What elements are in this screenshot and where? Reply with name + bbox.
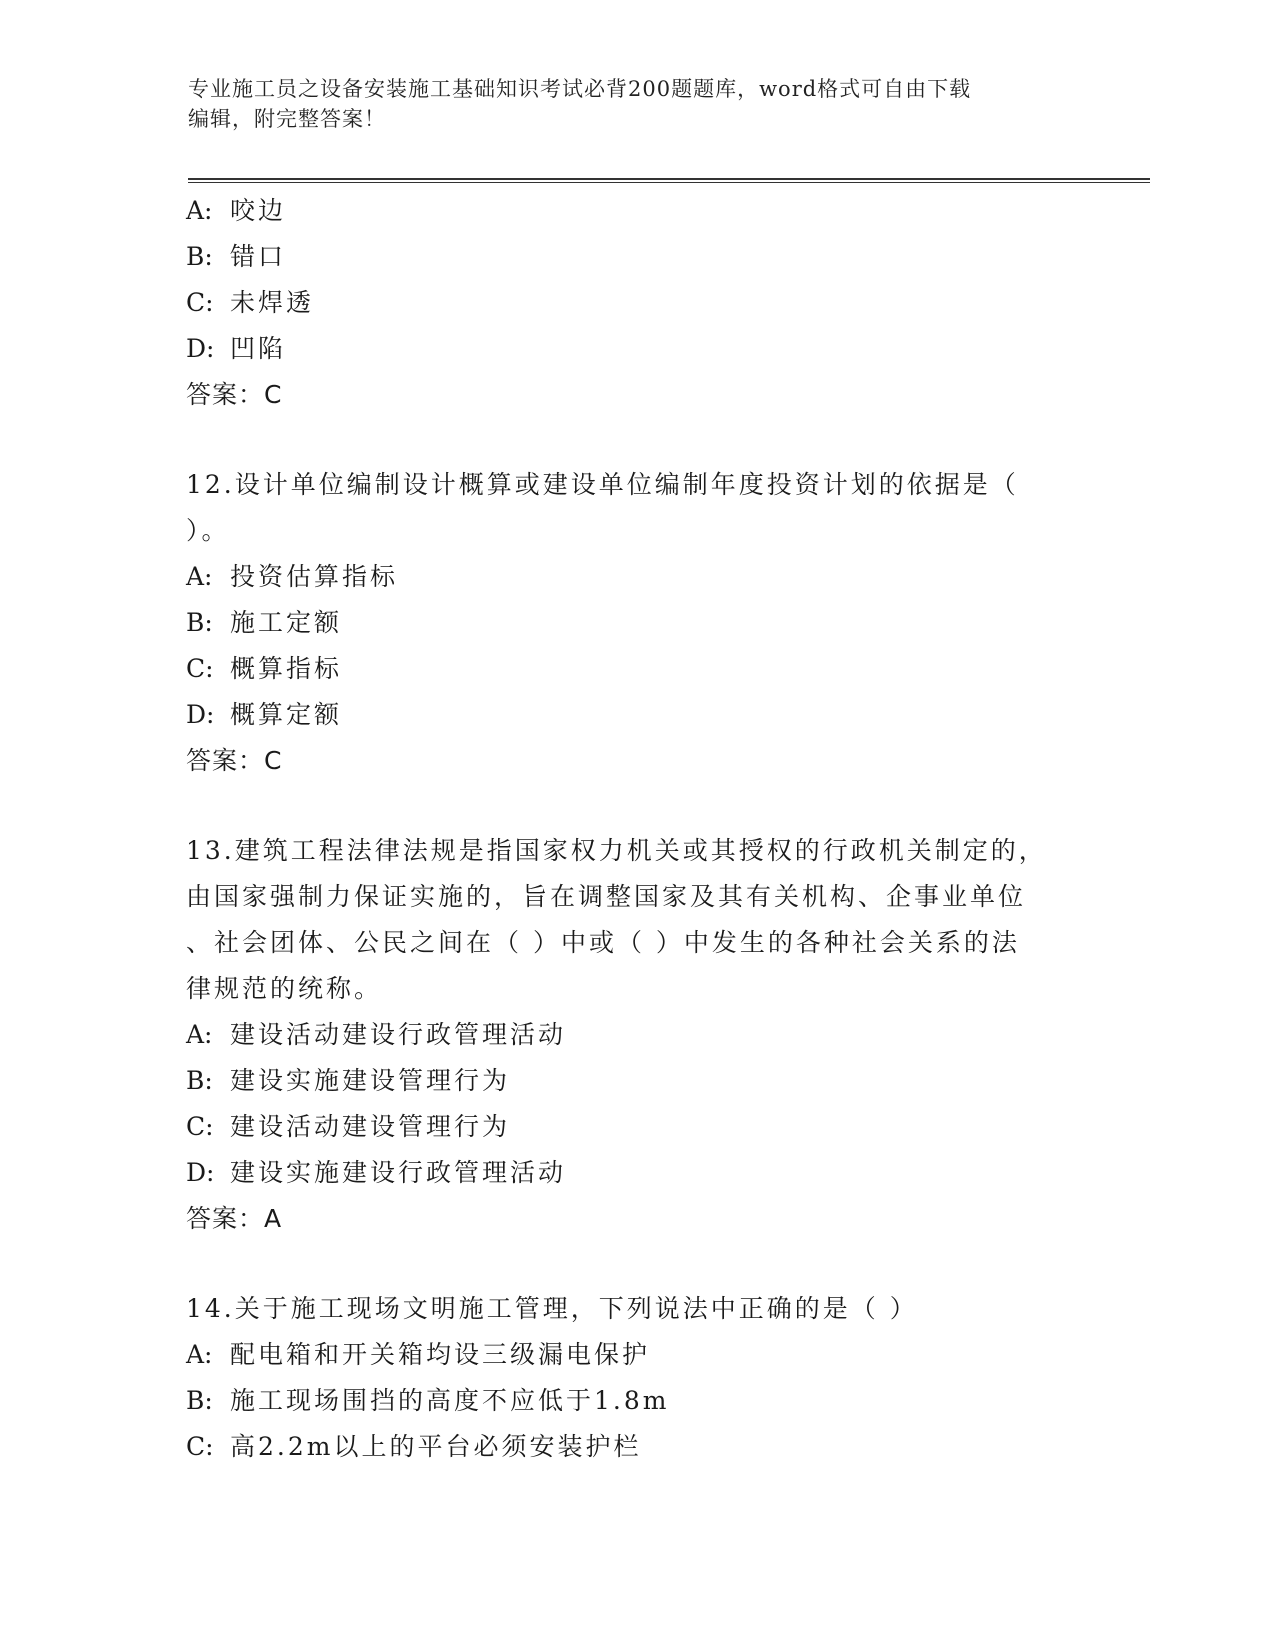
spacer (186, 784, 1066, 828)
question-content (186, 188, 1066, 1470)
option-text: 施工现场围挡的高度不应低于1.8m (230, 1386, 670, 1415)
question-13-block (186, 828, 1066, 1242)
option-text: 咬边 (230, 196, 287, 225)
question-stem-line: 13.建筑工程法律法规是指国家权力机关或其授权的行政机关制定的， (186, 836, 1047, 865)
header-line-1: 专业施工员之设备安装施工基础知识考试必背200题题库，word格式可自由下载 (188, 77, 972, 101)
option-b (186, 600, 1066, 646)
option-text: 投资估算指标 (230, 562, 399, 591)
option-b (186, 1378, 1066, 1424)
option-letter: A: (186, 562, 213, 591)
option-letter: D: (186, 334, 215, 363)
option-d (186, 326, 1066, 372)
option-letter: C: (186, 654, 214, 683)
option-letter: C: (186, 1112, 214, 1141)
option-letter: B: (186, 608, 213, 637)
option-text: 凹陷 (230, 334, 287, 363)
question-stem-line: 律规范的统称。 (186, 974, 383, 1003)
option-text: 高2.2m以上的平台必须安装护栏 (230, 1432, 642, 1461)
option-a (186, 554, 1066, 600)
header-line-2: 编辑，附完整答案！ (188, 107, 386, 131)
option-b (186, 1058, 1066, 1104)
question-12-block (186, 462, 1066, 784)
question-14-block (186, 1286, 1066, 1470)
option-letter: D: (186, 700, 215, 729)
question-stem-line: 由国家强制力保证实施的，旨在调整国家及其有关机构、企事业单位 (186, 882, 1027, 911)
option-text: 配电箱和开关箱均设三级漏电保护 (230, 1340, 651, 1369)
option-letter: A: (186, 1340, 213, 1369)
option-text: 施工定额 (230, 608, 343, 637)
document-header (188, 74, 1068, 134)
option-b (186, 234, 1066, 280)
option-c (186, 646, 1066, 692)
option-a (186, 1012, 1066, 1058)
option-letter: A: (186, 1020, 213, 1049)
answer-line: 答案：C (186, 746, 283, 775)
option-text: 未焊透 (230, 288, 315, 317)
option-letter: B: (186, 1066, 213, 1095)
spacer (186, 418, 1066, 462)
option-text: 建设活动建设行政管理活动 (230, 1020, 567, 1049)
option-text: 概算指标 (230, 654, 343, 683)
option-text: 建设活动建设管理行为 (230, 1112, 511, 1141)
option-c (186, 280, 1066, 326)
option-letter: A: (186, 196, 213, 225)
option-d (186, 1150, 1066, 1196)
option-d (186, 692, 1066, 738)
answer-line: 答案：A (186, 1204, 283, 1233)
option-c (186, 1424, 1066, 1470)
option-text: 建设实施建设行政管理活动 (230, 1158, 567, 1187)
question-stem-line: ）。 (186, 516, 230, 545)
option-text: 建设实施建设管理行为 (230, 1066, 511, 1095)
header-rule-thick (188, 178, 1150, 180)
question-stem-line: 12.设计单位编制设计概算或建设单位编制年度投资计划的依据是（ (186, 470, 1019, 499)
option-text: 错口 (230, 242, 287, 271)
option-a (186, 1332, 1066, 1378)
header-rule-thin (188, 182, 1150, 183)
option-letter: C: (186, 1432, 214, 1461)
option-a (186, 188, 1066, 234)
spacer (186, 1242, 1066, 1286)
option-c (186, 1104, 1066, 1150)
option-letter: C: (186, 288, 214, 317)
option-letter: D: (186, 1158, 215, 1187)
option-letter: B: (186, 1386, 213, 1415)
option-text: 概算定额 (230, 700, 343, 729)
question-11-block (186, 188, 1066, 418)
question-stem-line: 、社会团体、公民之间在（ ）中或（ ）中发生的各种社会关系的法 (186, 928, 1020, 957)
option-letter: B: (186, 242, 213, 271)
answer-line: 答案：C (186, 380, 283, 409)
question-stem-line: 14.关于施工现场文明施工管理，下列说法中正确的是（ ） (186, 1294, 918, 1323)
